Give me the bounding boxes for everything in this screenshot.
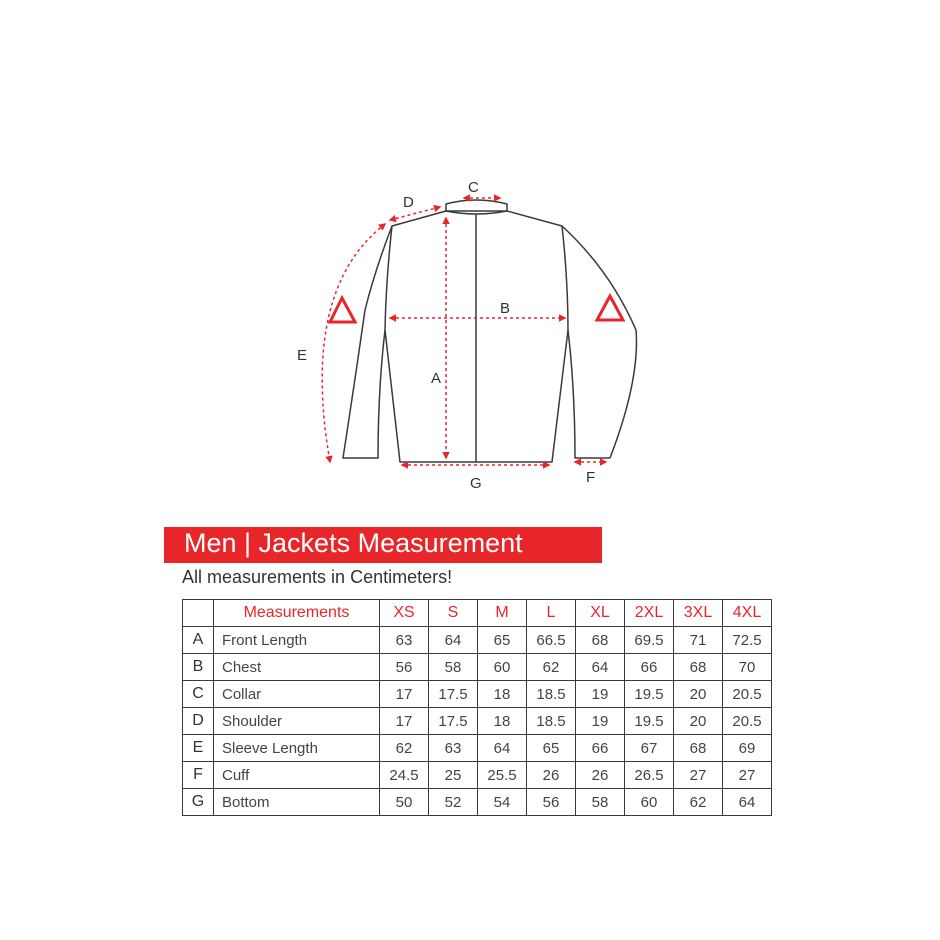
row-value-cell: 63 (380, 627, 429, 654)
row-value-cell: 58 (429, 654, 478, 681)
row-value-cell: 27 (723, 762, 772, 789)
row-value-cell: 56 (527, 789, 576, 816)
header-size-cell: XL (576, 600, 625, 627)
header-size-cell: 2XL (625, 600, 674, 627)
row-value-cell: 64 (478, 735, 527, 762)
row-value-cell: 67 (625, 735, 674, 762)
row-value-cell: 26 (527, 762, 576, 789)
row-value-cell: 66.5 (527, 627, 576, 654)
row-value-cell: 19 (576, 708, 625, 735)
row-value-cell: 26 (576, 762, 625, 789)
row-value-cell: 64 (429, 627, 478, 654)
row-value-cell: 56 (380, 654, 429, 681)
row-value-cell: 66 (576, 735, 625, 762)
label-d: D (403, 194, 414, 211)
row-value-cell: 54 (478, 789, 527, 816)
left-elbow-triangle (330, 298, 355, 322)
row-value-cell: 19 (576, 681, 625, 708)
table-row (183, 735, 772, 762)
header-measurements-cell: Measurements (214, 600, 380, 627)
row-value-cell: 68 (674, 654, 723, 681)
table-row (183, 708, 772, 735)
row-value-cell: 20 (674, 681, 723, 708)
right-elbow-triangle (597, 296, 623, 320)
row-value-cell: 18.5 (527, 681, 576, 708)
row-key-cell: G (183, 789, 214, 816)
row-key-cell: D (183, 708, 214, 735)
row-value-cell: 27 (674, 762, 723, 789)
row-value-cell: 17.5 (429, 708, 478, 735)
row-value-cell: 25.5 (478, 762, 527, 789)
row-measurement-name: Chest (214, 654, 380, 681)
label-e: E (297, 347, 308, 364)
banner-title: Men | Jackets Measurement (184, 528, 523, 558)
label-a: A (431, 370, 442, 387)
measure-d-line (390, 207, 440, 220)
row-value-cell: 69.5 (625, 627, 674, 654)
row-value-cell: 70 (723, 654, 772, 681)
row-value-cell: 68 (576, 627, 625, 654)
row-value-cell: 52 (429, 789, 478, 816)
row-value-cell: 64 (723, 789, 772, 816)
row-value-cell: 18 (478, 708, 527, 735)
row-value-cell: 17 (380, 681, 429, 708)
table-row (183, 762, 772, 789)
row-value-cell: 71 (674, 627, 723, 654)
table-row (183, 681, 772, 708)
header-size-cell: XS (380, 600, 429, 627)
row-value-cell: 64 (576, 654, 625, 681)
title-banner (164, 527, 602, 563)
jacket-collar (446, 200, 507, 214)
row-value-cell: 19.5 (625, 708, 674, 735)
row-value-cell: 68 (674, 735, 723, 762)
row-measurement-name: Shoulder (214, 708, 380, 735)
row-measurement-name: Cuff (214, 762, 380, 789)
row-value-cell: 58 (576, 789, 625, 816)
row-key-cell: E (183, 735, 214, 762)
row-value-cell: 60 (478, 654, 527, 681)
row-value-cell: 65 (478, 627, 527, 654)
header-size-cell: L (527, 600, 576, 627)
right-armhole-seam (562, 226, 568, 330)
table-row (183, 789, 772, 816)
size-table (182, 599, 772, 816)
table-row (183, 654, 772, 681)
row-value-cell: 66 (625, 654, 674, 681)
row-value-cell: 65 (527, 735, 576, 762)
row-measurement-name: Collar (214, 681, 380, 708)
table-header-row (183, 600, 772, 627)
row-measurement-name: Front Length (214, 627, 380, 654)
row-value-cell: 25 (429, 762, 478, 789)
row-value-cell: 50 (380, 789, 429, 816)
row-value-cell: 20.5 (723, 681, 772, 708)
row-value-cell: 62 (380, 735, 429, 762)
label-b: B (500, 300, 511, 317)
row-key-cell: A (183, 627, 214, 654)
row-value-cell: 60 (625, 789, 674, 816)
row-value-cell: 62 (674, 789, 723, 816)
table-row (183, 627, 772, 654)
header-size-cell: S (429, 600, 478, 627)
measure-e-line (322, 224, 385, 462)
row-measurement-name: Sleeve Length (214, 735, 380, 762)
units-note: All measurements in Centimeters! (182, 567, 453, 587)
row-value-cell: 19.5 (625, 681, 674, 708)
row-value-cell: 69 (723, 735, 772, 762)
row-value-cell: 18.5 (527, 708, 576, 735)
header-key-cell (183, 600, 214, 627)
row-value-cell: 17 (380, 708, 429, 735)
header-size-cell: 4XL (723, 600, 772, 627)
row-value-cell: 72.5 (723, 627, 772, 654)
row-value-cell: 17.5 (429, 681, 478, 708)
row-key-cell: F (183, 762, 214, 789)
label-c: C (468, 179, 479, 196)
jacket-outline (343, 200, 636, 462)
row-value-cell: 62 (527, 654, 576, 681)
label-g: G (470, 475, 482, 492)
row-key-cell: B (183, 654, 214, 681)
label-f: F (586, 469, 596, 486)
row-key-cell: C (183, 681, 214, 708)
jacket-body (343, 211, 636, 462)
header-size-cell: M (478, 600, 527, 627)
row-measurement-name: Bottom (214, 789, 380, 816)
row-value-cell: 20.5 (723, 708, 772, 735)
row-value-cell: 20 (674, 708, 723, 735)
row-value-cell: 24.5 (380, 762, 429, 789)
row-value-cell: 18 (478, 681, 527, 708)
row-value-cell: 26.5 (625, 762, 674, 789)
row-value-cell: 63 (429, 735, 478, 762)
header-size-cell: 3XL (674, 600, 723, 627)
